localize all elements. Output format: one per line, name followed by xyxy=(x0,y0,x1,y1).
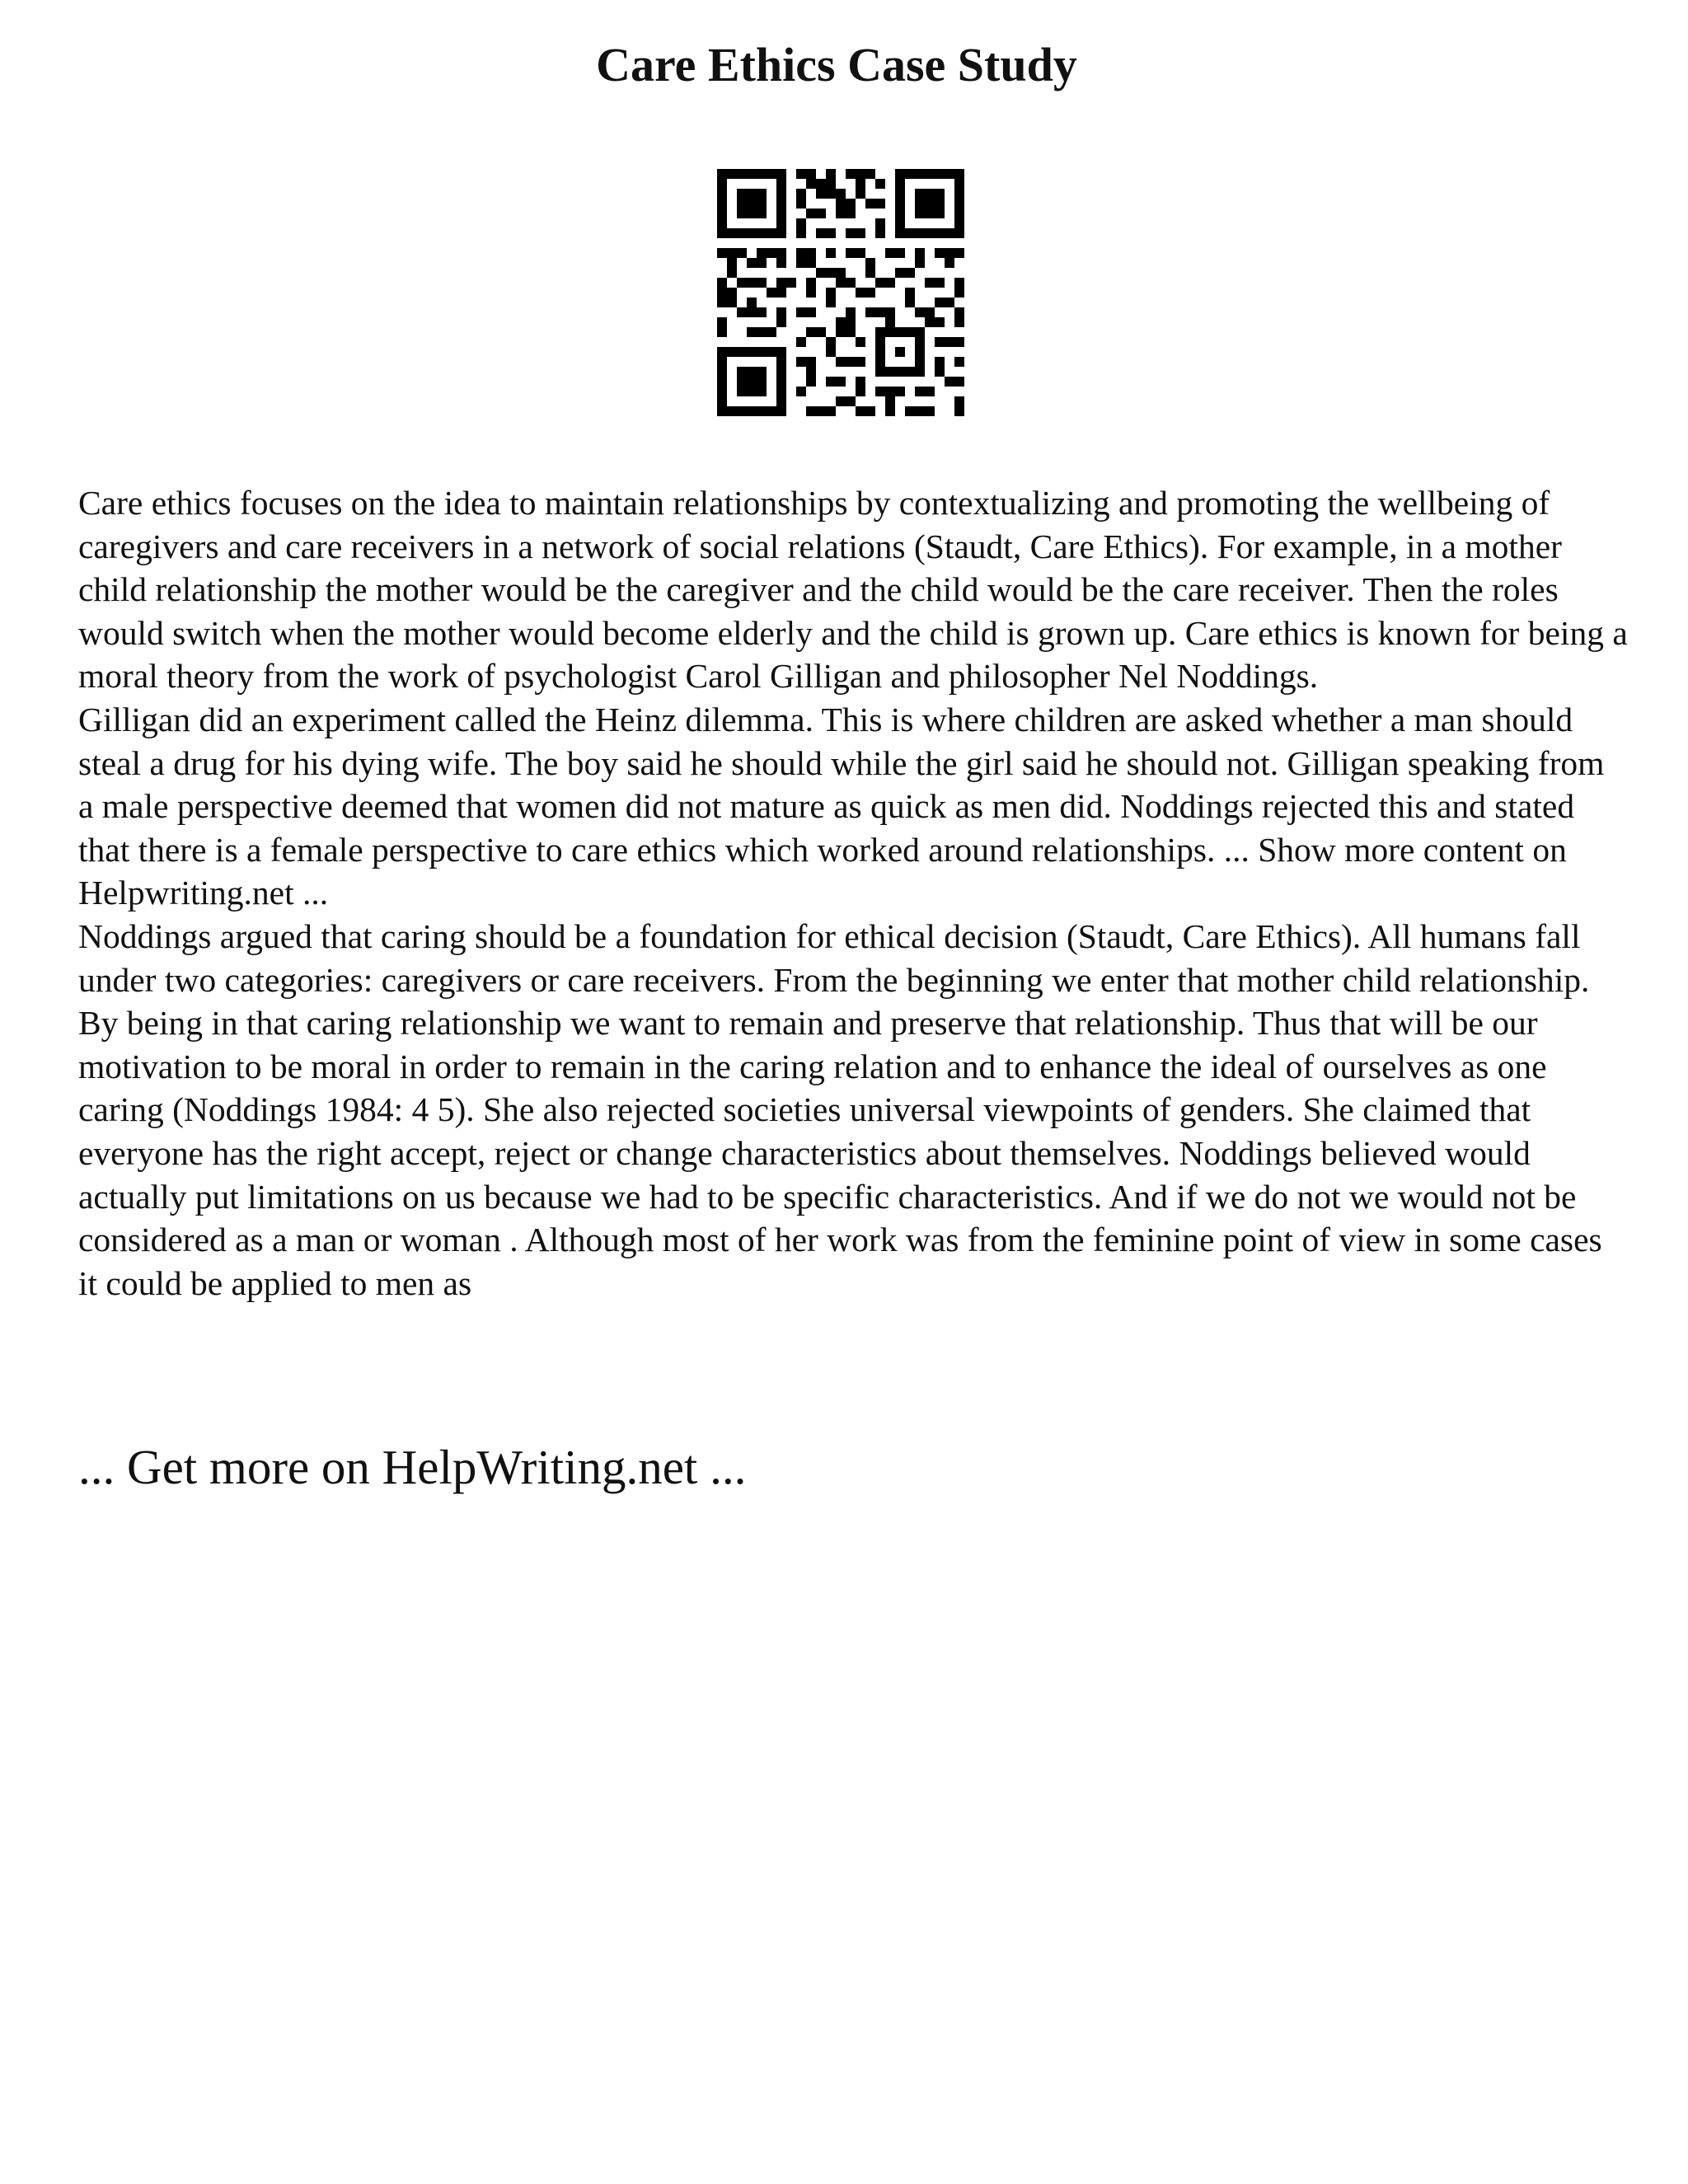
paragraph-2: Gilligan did an experiment called the Heinz dilemma. This is where children are asked whether a man should steal a drug for his dying wife. The boy said he should while the girl said he should not. Gilligan speaking from a male perspective deemed that women did not mature as quick as men did. Noddings rejected this and stated that there is a female perspective to care ethics which worked around relationships. ... Show more content on Helpwriting.net ... xyxy=(78,700,1605,912)
paragraph-1: Care ethics focuses on the idea to maintain relationships by contextualizing and promoting the wellbeing of caregivers and care receivers in a network of social relations (Staudt, Care Ethics). For example, in a mother child relationship the mother would be the caregiver and the child would be the care receiver. Then the roles would switch when the mother would become elderly and the child is grown up. Care ethics is known for being a moral theory from the work of psychologist Carol Gilligan and philosopher Nel Noddings. xyxy=(78,484,1628,696)
qr-code-graphic xyxy=(717,169,964,416)
get-more-link[interactable]: ... Get more on HelpWriting.net ... xyxy=(78,1440,747,1494)
qr-code-icon[interactable] xyxy=(717,169,964,416)
article-body xyxy=(78,481,1628,1305)
document-title: Care Ethics Case Study xyxy=(596,38,1077,91)
paragraph-3: Noddings argued that caring should be a foundation for ethical decision (Staudt, Care Ethics). All humans fall under two categories: caregivers or care receivers. From the beginning we enter that mother child relationship. By being in that caring relationship we want to remain and preserve that relationship. Thus that will be our motivation to be moral in order to remain in the caring relation and to enhance the ideal of ourselves as one caring (Noddings 1984: 4 5). She also rejected societies universal viewpoints of genders. She claimed that everyone has the right accept, reject or change characteristics about themselves. Noddings believed would actually put limitations on us because we had to be specific characteristics. And if we do not we would not be considered as a man or woman . Although most of her work was from the feminine point of view in some cases it could be applied to men as xyxy=(78,916,1602,1302)
